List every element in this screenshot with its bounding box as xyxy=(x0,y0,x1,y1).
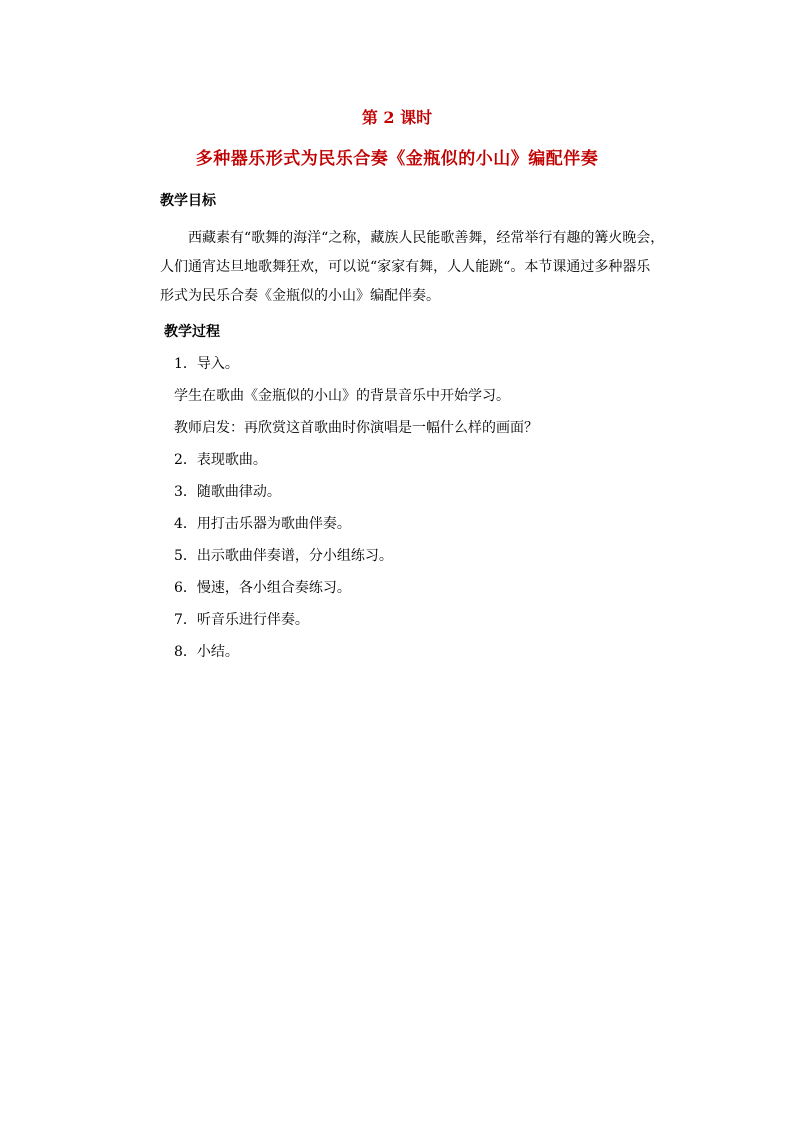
goal-paragraph xyxy=(160,224,680,311)
goal-paragraph-line: 西藏素有“歌舞的海洋“之称，藏族人民能歌善舞，经常举行有趣的篝火晚会， xyxy=(160,230,665,246)
process-step-8: 8．小结。 xyxy=(174,644,239,660)
process-heading: 教学过程 xyxy=(164,324,220,340)
goal-paragraph-line: 形式为民乐合奏《金瓶似的小山》编配伴奏。 xyxy=(160,288,440,304)
process-step-5: 5．出示歌曲伴奏谱，分小组练习。 xyxy=(174,548,393,564)
process-step-4: 4．用打击乐器为歌曲伴奏。 xyxy=(174,516,351,532)
goal-heading: 教学目标 xyxy=(160,193,216,209)
process-step-1-detail: 学生在歌曲《金瓶似的小山》的背景音乐中开始学习。 xyxy=(174,388,510,404)
process-step-1: 1．导入。 xyxy=(174,356,239,372)
process-step-6: 6．慢速，各小组合奏练习。 xyxy=(174,580,351,596)
lesson-subtitle: 多种器乐形式为民乐合奏《金瓶似的小山》编配伴奏 xyxy=(195,149,599,169)
process-step-1-detail: 教师启发：再欣赏这首歌曲时你演唱是一幅什么样的画面？ xyxy=(174,420,538,436)
goal-paragraph-line: 人们通宵达旦地歌舞狂欢，可以说“家家有舞，人人能跳“。本节课通过多种器乐 xyxy=(160,259,651,275)
process-step-7: 7．听音乐进行伴奏。 xyxy=(174,612,309,628)
lesson-title: 第 2 课时 xyxy=(361,108,433,127)
process-step-2: 2．表现歌曲。 xyxy=(174,452,267,468)
process-step-3: 3．随歌曲律动。 xyxy=(174,484,281,500)
